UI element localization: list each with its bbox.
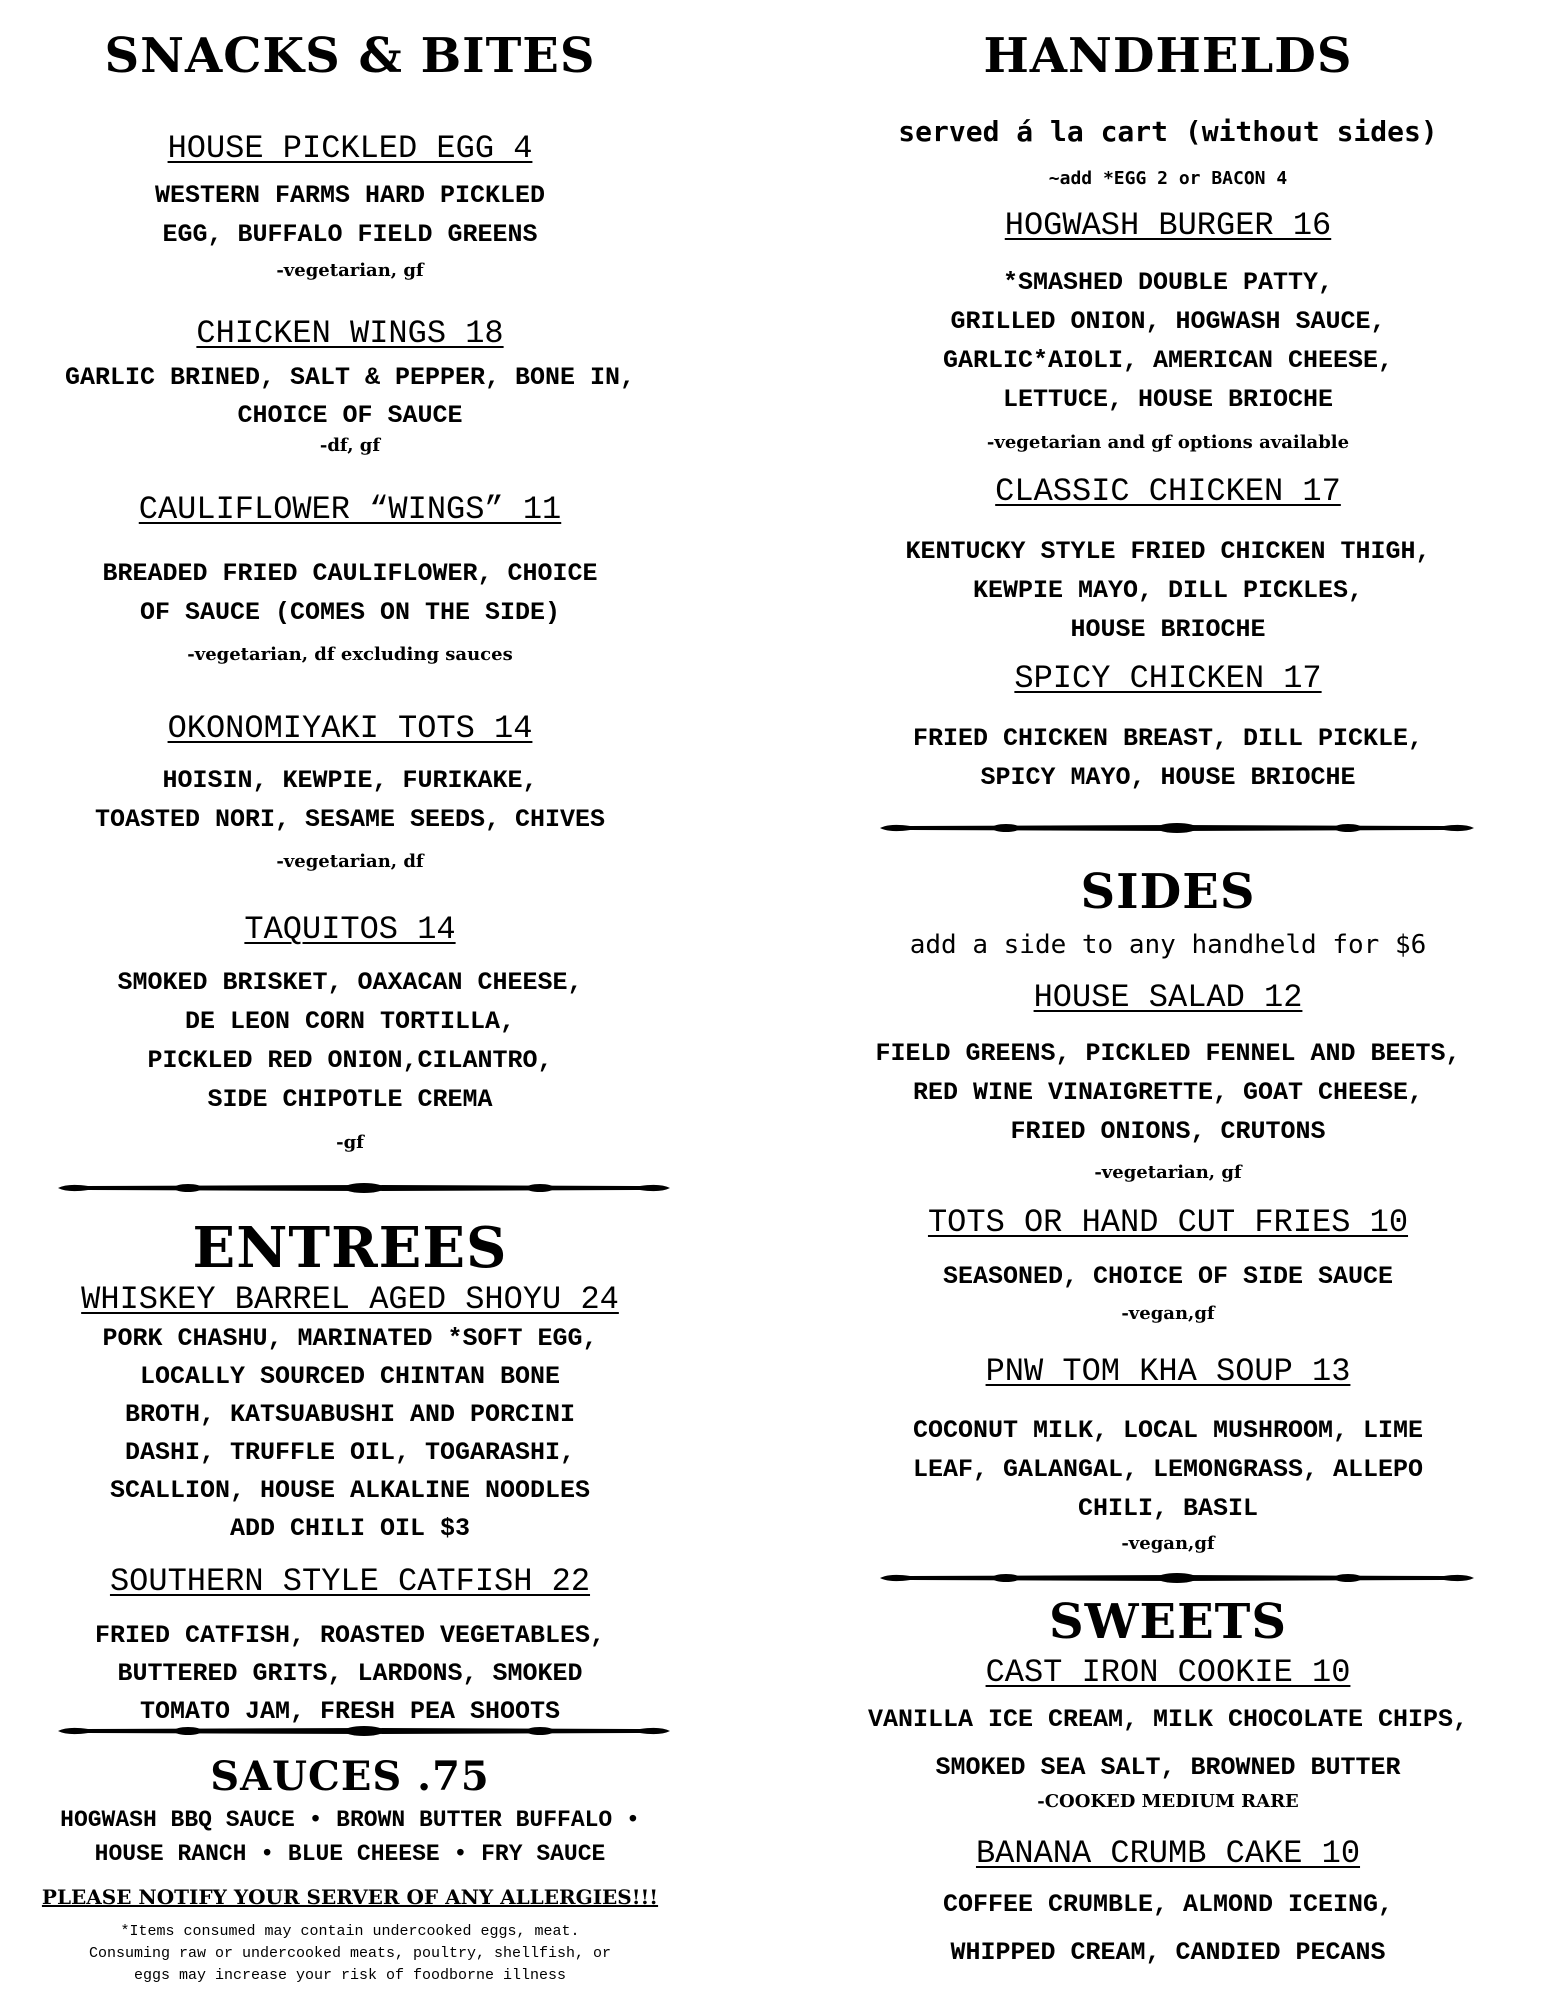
sauces-list: HOGWASH BBQ SAUCE • BROWN BUTTER BUFFALO • HOUSE RANCH • BLUE CHEESE • FRY SAUCE xyxy=(60,1807,640,1867)
menu-item-name: HOUSE SALAD 12 xyxy=(1033,979,1303,1016)
menu-item-name: SPICY CHICKEN 17 xyxy=(1014,660,1322,697)
menu-item-desc: WESTERN FARMS HARD PICKLED EGG, BUFFALO FIELD GREENS xyxy=(154,181,546,249)
menu-item-desc: SEASONED, CHOICE OF SIDE SAUCE xyxy=(942,1262,1394,1291)
menu-item-desc: FRIED CHICKEN BREAST, DILL PICKLE, SPICY MAYO, HOUSE BRIOCHE xyxy=(912,724,1424,792)
handhelds-title: HANDHELDS xyxy=(983,28,1353,84)
menu-item-desc: GARLIC BRINED, SALT & PEPPER, BONE IN, CHOICE OF SAUCE xyxy=(64,363,636,430)
menu-item-name: TAQUITOS 14 xyxy=(244,911,456,948)
menu-item-desc: FRIED CATFISH, ROASTED VEGETABLES, BUTTERED GRITS, LARDONS, SMOKED TOMATO JAM, FRESH PEA SHOOTS xyxy=(94,1621,606,1726)
menu-item-desc: *SMASHED DOUBLE PATTY, GRILLED ONION, HOGWASH SAUCE, GARLIC*AIOLI, AMERICAN CHEESE, LETTUCE, HOUSE BRIOCHE xyxy=(942,268,1394,414)
menu-item-name: OKONOMIYAKI TOTS 14 xyxy=(167,710,533,747)
menu-item-desc: KENTUCKY STYLE FRIED CHICKEN THIGH, KEWPIE MAYO, DILL PICKLES, HOUSE BRIOCHE xyxy=(905,537,1431,644)
menu-item-note: -vegan,gf xyxy=(1121,1303,1215,1324)
handhelds-subtitle: served á la cart (without sides) xyxy=(898,115,1438,148)
menu-item-note: -COOKED MEDIUM RARE xyxy=(1037,1791,1299,1812)
menu-item-desc: FIELD GREENS, PICKLED FENNEL AND BEETS, RED WINE VINAIGRETTE, GOAT CHEESE, FRIED ONIONS, CRUTONS xyxy=(875,1039,1461,1146)
menu-item-name: TOTS OR HAND CUT FRIES 10 xyxy=(927,1204,1409,1241)
menu-item-desc: COFFEE CRUMBLE, ALMOND ICEING, WHIPPED CREAM, CANDIED PECANS xyxy=(942,1890,1394,1967)
menu-item-desc: BREADED FRIED CAULIFLOWER, CHOICE OF SAUCE (COMES ON THE SIDE) xyxy=(102,559,598,627)
divider-ornament xyxy=(58,1723,670,1739)
menu-item-name: HOGWASH BURGER 16 xyxy=(1004,207,1332,244)
allergy-warning: PLEASE NOTIFY YOUR SERVER OF ANY ALLERGIES!!! xyxy=(41,1885,659,1909)
entrees-title: ENTREES xyxy=(192,1215,508,1281)
menu-item-note: -vegetarian and gf options available xyxy=(986,432,1350,453)
sides-title: SIDES xyxy=(1080,864,1256,920)
sauces-title: SAUCES .75 xyxy=(210,1753,490,1800)
menu-item-desc: COCONUT MILK, LOCAL MUSHROOM, LIME LEAF, GALANGAL, LEMONGRASS, ALLEPO CHILI, BASIL xyxy=(912,1416,1424,1523)
handhelds-addon: ~add *EGG 2 or BACON 4 xyxy=(1048,168,1288,189)
menu-item-name: PNW TOM KHA SOUP 13 xyxy=(985,1353,1351,1390)
divider-ornament xyxy=(880,1570,1474,1586)
menu-item-note: -vegetarian, gf xyxy=(1094,1162,1242,1183)
menu-item-note: -df, gf xyxy=(319,435,381,456)
menu-item-note: -vegetarian, df excluding sauces xyxy=(187,644,513,665)
menu-item-desc: HOISIN, KEWPIE, FURIKAKE, TOASTED NORI, SESAME SEEDS, CHIVES xyxy=(94,766,606,834)
menu-item-name: CLASSIC CHICKEN 17 xyxy=(995,473,1341,510)
menu-item-name: BANANA CRUMB CAKE 10 xyxy=(975,1835,1361,1872)
menu-item-name: HOUSE PICKLED EGG 4 xyxy=(167,130,533,167)
menu-item-name: WHISKEY BARREL AGED SHOYU 24 xyxy=(81,1281,619,1318)
menu-item-desc: SMOKED BRISKET, OAXACAN CHEESE, DE LEON CORN TORTILLA, PICKLED RED ONION,CILANTRO, SIDE CHIPOTLE CREMA xyxy=(117,968,583,1114)
menu-item-desc: VANILLA ICE CREAM, MILK CHOCOLATE CHIPS, SMOKED SEA SALT, BROWNED BUTTER xyxy=(867,1705,1469,1782)
menu-item-note: -vegan,gf xyxy=(1121,1533,1215,1554)
menu-item-note: -vegetarian, gf xyxy=(276,260,424,281)
menu-item-desc: PORK CHASHU, MARINATED *SOFT EGG, LOCALLY SOURCED CHINTAN BONE BROTH, KATSUABUSHI AND PORCINI DASHI, TRUFFLE OIL, TOGARASHI, SCALLION, HOUSE ALKALINE NOODLES ADD CHILI OIL $3 xyxy=(102,1324,598,1543)
divider-ornament xyxy=(880,820,1474,836)
menu-item-name: CHICKEN WINGS 18 xyxy=(196,315,504,352)
menu-item-note: -gf xyxy=(336,1132,364,1153)
disclaimer: *Items consumed may contain undercooked eggs, meat. Consuming raw or undercooked meats, poultry, shellfish, or eggs may increase your risk of foodborne illness xyxy=(88,1923,612,1984)
menu-item-name: CAULIFLOWER “WINGS” 11 xyxy=(138,491,562,528)
sweets-title: SWEETS xyxy=(1048,1594,1288,1650)
menu-item-name: SOUTHERN STYLE CATFISH 22 xyxy=(109,1563,591,1600)
divider-ornament xyxy=(58,1180,670,1196)
menu-item-name: CAST IRON COOKIE 10 xyxy=(985,1654,1351,1691)
sides-subtitle: add a side to any handheld for $6 xyxy=(909,930,1427,960)
menu-item-note: -vegetarian, df xyxy=(276,851,424,872)
snacks-title: SNACKS & BITES xyxy=(104,28,596,84)
